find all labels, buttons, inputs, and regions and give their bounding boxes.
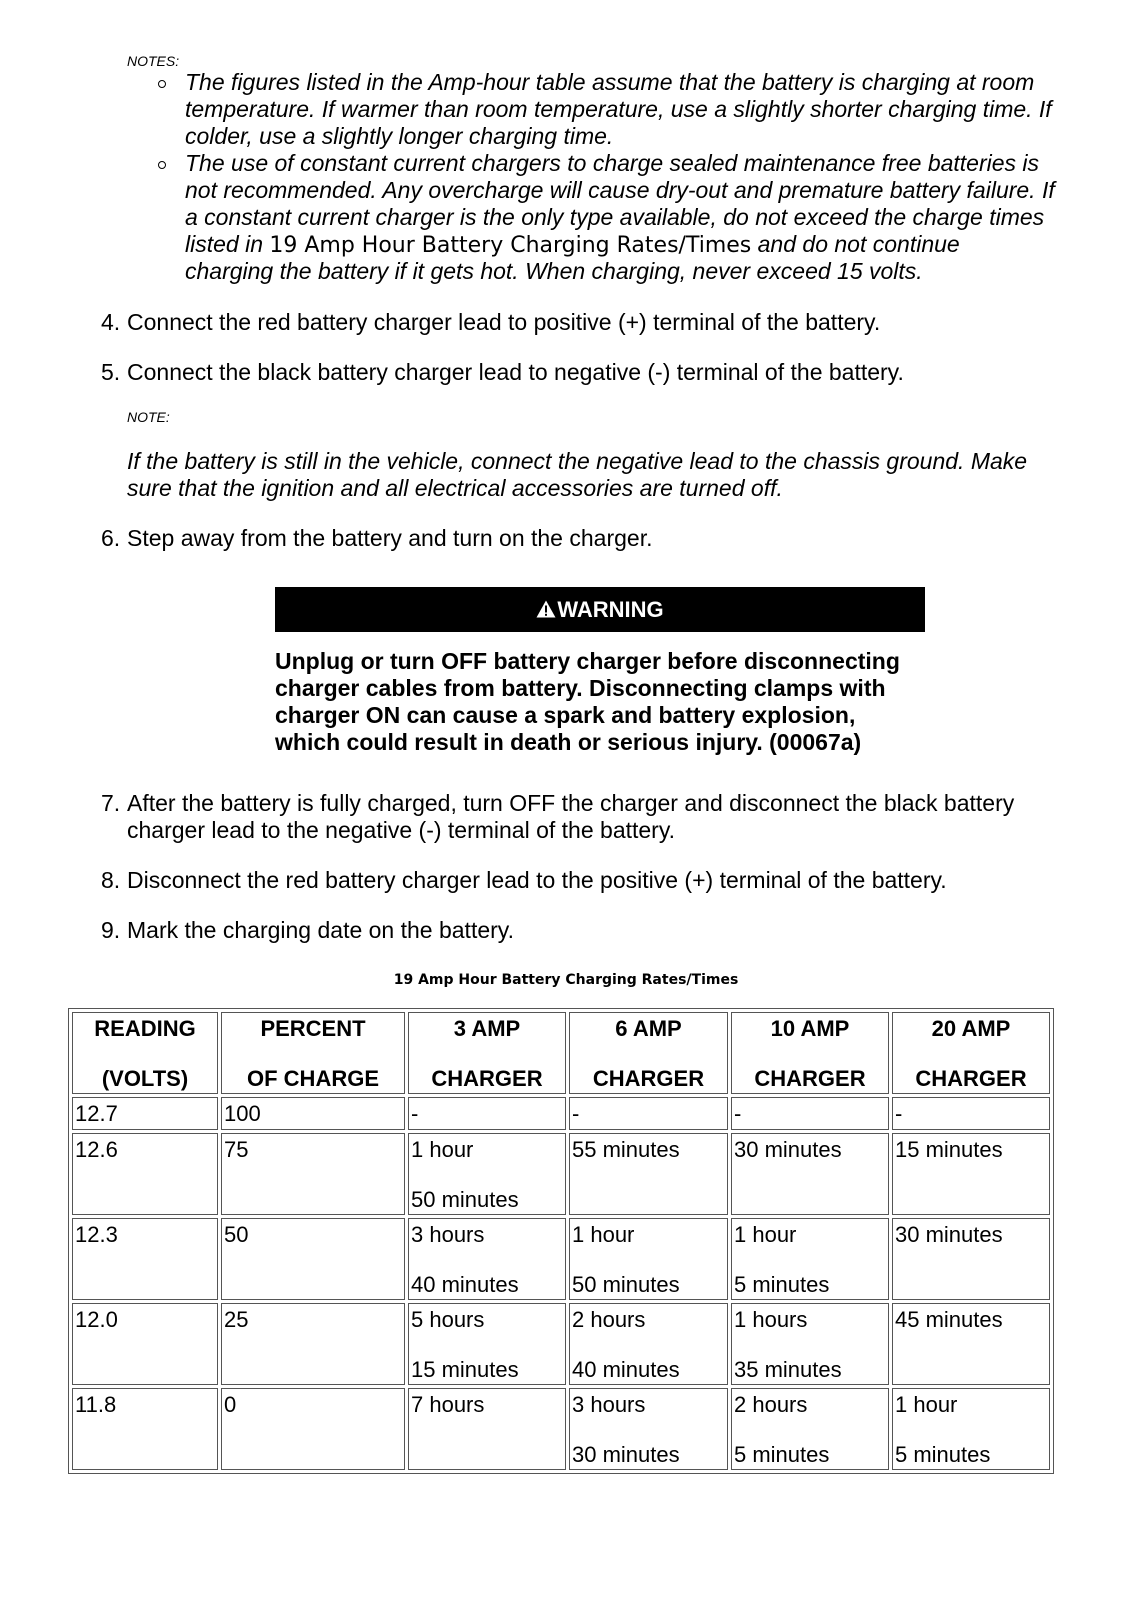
- warning-line: charger ON can cause a spark and battery explosion,: [275, 702, 856, 728]
- table-cell-text: 30 minutes: [572, 1442, 680, 1467]
- note-item-line: temperature. If warmer than room temperature, use a slightly shorter charging time. If: [185, 96, 1052, 122]
- step-text: After the battery is fully charged, turn OFF the charger and disconnect the black battery: [127, 790, 1015, 816]
- table-header-text: READING: [94, 1016, 196, 1041]
- table-cell: [731, 1097, 889, 1130]
- table-cell: [569, 1218, 728, 1300]
- table-cell-text: 50 minutes: [411, 1187, 519, 1212]
- note-line: sure that the ignition and all electrical accessories are turned off.: [127, 475, 783, 501]
- warning-text: [275, 648, 900, 756]
- table-cell: [221, 1388, 405, 1470]
- step-5: [0, 359, 1132, 386]
- table-cell: [408, 1303, 566, 1385]
- note-item-line: [185, 231, 1055, 258]
- table-cell: [72, 1133, 218, 1215]
- table-cell: [892, 1388, 1050, 1470]
- table-header-cell: [569, 1012, 728, 1094]
- table-header-text: CHARGER: [592, 1066, 705, 1091]
- table-cell: [72, 1218, 218, 1300]
- table-header-text: 10 AMP: [770, 1016, 850, 1041]
- note-item-line: not recommended. Any overcharge will cause dry-out and premature battery failure. If: [185, 177, 1055, 203]
- note-item-line: The use of constant current chargers to charge sealed maintenance free batteries is: [185, 150, 1040, 176]
- step-text: Mark the charging date on the battery.: [127, 917, 514, 943]
- table-cell: [72, 1303, 218, 1385]
- warning-banner: [275, 587, 925, 632]
- note-item-line: colder, use a slightly longer charging time.: [185, 123, 614, 149]
- table-cell: [408, 1133, 566, 1215]
- table-cell-text: 1 hour: [734, 1222, 797, 1247]
- table-cell-text: 2 hours: [734, 1392, 808, 1417]
- table-header-text: (VOLTS): [101, 1066, 189, 1091]
- table-cell-text: 25: [224, 1307, 249, 1332]
- table-cell: [731, 1303, 889, 1385]
- warning-line: which could result in death or serious injury. (00067a): [275, 729, 862, 755]
- table-cell-text: 3 hours: [411, 1222, 485, 1247]
- table-cell-text: 12.6: [75, 1137, 118, 1162]
- table-header-text: CHARGER: [915, 1066, 1027, 1091]
- table-header-text: OF CHARGE: [247, 1066, 379, 1091]
- charging-rates-table: [68, 1008, 1054, 1474]
- table-cell-text: 5 minutes: [895, 1442, 991, 1467]
- table-cell: [408, 1388, 566, 1470]
- notes-label: NOTES:: [127, 53, 180, 69]
- table-cell: [892, 1133, 1050, 1215]
- step-number: 5.: [101, 359, 121, 385]
- notes-list: [185, 69, 1055, 285]
- table-cell-text: 30 minutes: [734, 1137, 842, 1162]
- table-header-cell: [72, 1012, 218, 1094]
- table-reference-link: 19 Amp Hour Battery Charging Rates/Times: [269, 233, 752, 258]
- table-header-cell: [892, 1012, 1050, 1094]
- table-cell: [221, 1133, 405, 1215]
- table-cell-text: 5 minutes: [734, 1442, 830, 1467]
- table-cell: [892, 1218, 1050, 1300]
- table-cell-text: 35 minutes: [734, 1357, 842, 1382]
- note-item-line: charging the battery if it gets hot. When charging, never exceed 15 volts.: [185, 258, 923, 284]
- table-cell-text: 1 hour: [411, 1137, 474, 1162]
- table-cell: [569, 1388, 728, 1470]
- table-cell: [731, 1133, 889, 1215]
- step-text: Disconnect the red battery charger lead to the positive (+) terminal of the battery.: [127, 867, 947, 893]
- table-cell-text: 50: [224, 1222, 249, 1247]
- table-cell-text: 3 hours: [572, 1392, 646, 1417]
- table-cell-text: 45 minutes: [895, 1307, 1003, 1332]
- table-cell: [221, 1303, 405, 1385]
- step-number: 7.: [101, 790, 121, 816]
- table-cell: [72, 1097, 218, 1130]
- table-cell-text: -: [895, 1101, 903, 1126]
- step-4: [0, 309, 1132, 336]
- step-text: Connect the black battery charger lead to negative (-) terminal of the battery.: [127, 359, 904, 385]
- step-9: [0, 917, 1132, 944]
- step-6: [0, 525, 1132, 552]
- table-cell-text: 1 hour: [895, 1392, 958, 1417]
- step-7: [0, 790, 1132, 843]
- table-cell-text: 5 minutes: [734, 1272, 830, 1297]
- table-cell-text: 7 hours: [411, 1392, 485, 1417]
- warning-line: Unplug or turn OFF battery charger before disconnecting: [275, 648, 900, 674]
- table-header-text: 6 AMP: [615, 1016, 682, 1041]
- table-cell-text: 40 minutes: [572, 1357, 680, 1382]
- table-cell-text: 11.8: [75, 1392, 117, 1417]
- note-text: [127, 448, 1027, 502]
- note-item-line: a constant current charger is the only type available, do not exceed the charge times: [185, 204, 1045, 230]
- note-item-line: The figures listed in the Amp-hour table assume that the battery is charging at room: [185, 69, 1035, 95]
- table-cell-text: 0: [224, 1392, 237, 1417]
- table-cell-text: 12.0: [75, 1307, 118, 1332]
- note-item-text: and do not continue: [751, 231, 960, 257]
- table-cell: [408, 1097, 566, 1130]
- step-number: 9.: [101, 917, 121, 943]
- table-cell-text: -: [572, 1101, 580, 1126]
- table-cell-text: -: [411, 1101, 419, 1126]
- table-cell: [731, 1218, 889, 1300]
- note-label: NOTE:: [127, 409, 170, 425]
- table-cell-text: 55 minutes: [572, 1137, 680, 1162]
- step-text: charger lead to the negative (-) terminal of the battery.: [127, 817, 676, 843]
- table-cell: [569, 1097, 728, 1130]
- list-bullet-icon: [158, 161, 166, 169]
- step-number: 4.: [101, 309, 121, 335]
- list-bullet-icon: [158, 80, 166, 88]
- table-header-cell: [408, 1012, 566, 1094]
- step-number: 6.: [101, 525, 121, 551]
- table-header-text: PERCENT: [260, 1016, 366, 1041]
- step-number: 8.: [101, 867, 121, 893]
- table-header-text: 3 AMP: [453, 1016, 521, 1041]
- table-cell-text: 2 hours: [572, 1307, 646, 1332]
- table-header-cell: [221, 1012, 405, 1094]
- table-cell: [569, 1133, 728, 1215]
- table-cell-text: 1 hours: [734, 1307, 808, 1332]
- table-header-text: 20 AMP: [931, 1016, 1011, 1041]
- table-cell-text: 12.7: [75, 1101, 118, 1126]
- warning-triangle-icon: [536, 600, 556, 618]
- table-cell-text: 100: [224, 1101, 261, 1126]
- table-cell-text: -: [734, 1101, 742, 1126]
- table-cell-text: 15 minutes: [411, 1357, 519, 1382]
- warning-title: WARNING: [557, 596, 664, 622]
- table-cell-text: 15 minutes: [895, 1137, 1003, 1162]
- table-header-cell: [731, 1012, 889, 1094]
- table-cell-text: 40 minutes: [411, 1272, 519, 1297]
- table-cell: [569, 1303, 728, 1385]
- table-title: 19 Amp Hour Battery Charging Rates/Times: [393, 972, 739, 988]
- note-item-text: listed in: [185, 231, 270, 257]
- table-header-text: CHARGER: [431, 1066, 543, 1091]
- table-cell: [408, 1218, 566, 1300]
- table-cell: [221, 1218, 405, 1300]
- table-header-text: CHARGER: [754, 1066, 866, 1091]
- warning-line: charger cables from battery. Disconnecting clamps with: [275, 675, 886, 701]
- table-cell: [221, 1097, 405, 1130]
- table-cell-text: 75: [224, 1137, 249, 1162]
- table-cell-text: 50 minutes: [572, 1272, 680, 1297]
- table-cell: [72, 1388, 218, 1470]
- table-cell-text: 5 hours: [411, 1307, 485, 1332]
- note-line: If the battery is still in the vehicle, connect the negative lead to the chassis ground. Make: [127, 448, 1028, 474]
- table-cell-text: 1 hour: [572, 1222, 635, 1247]
- table-cell-text: 30 minutes: [895, 1222, 1003, 1247]
- step-text: Connect the red battery charger lead to positive (+) terminal of the battery.: [127, 309, 881, 335]
- table-cell-text: 12.3: [75, 1222, 118, 1247]
- table-cell: [892, 1097, 1050, 1130]
- step-text: Step away from the battery and turn on the charger.: [127, 525, 653, 551]
- table-cell: [731, 1388, 889, 1470]
- step-8: [0, 867, 1132, 894]
- table-cell: [892, 1303, 1050, 1385]
